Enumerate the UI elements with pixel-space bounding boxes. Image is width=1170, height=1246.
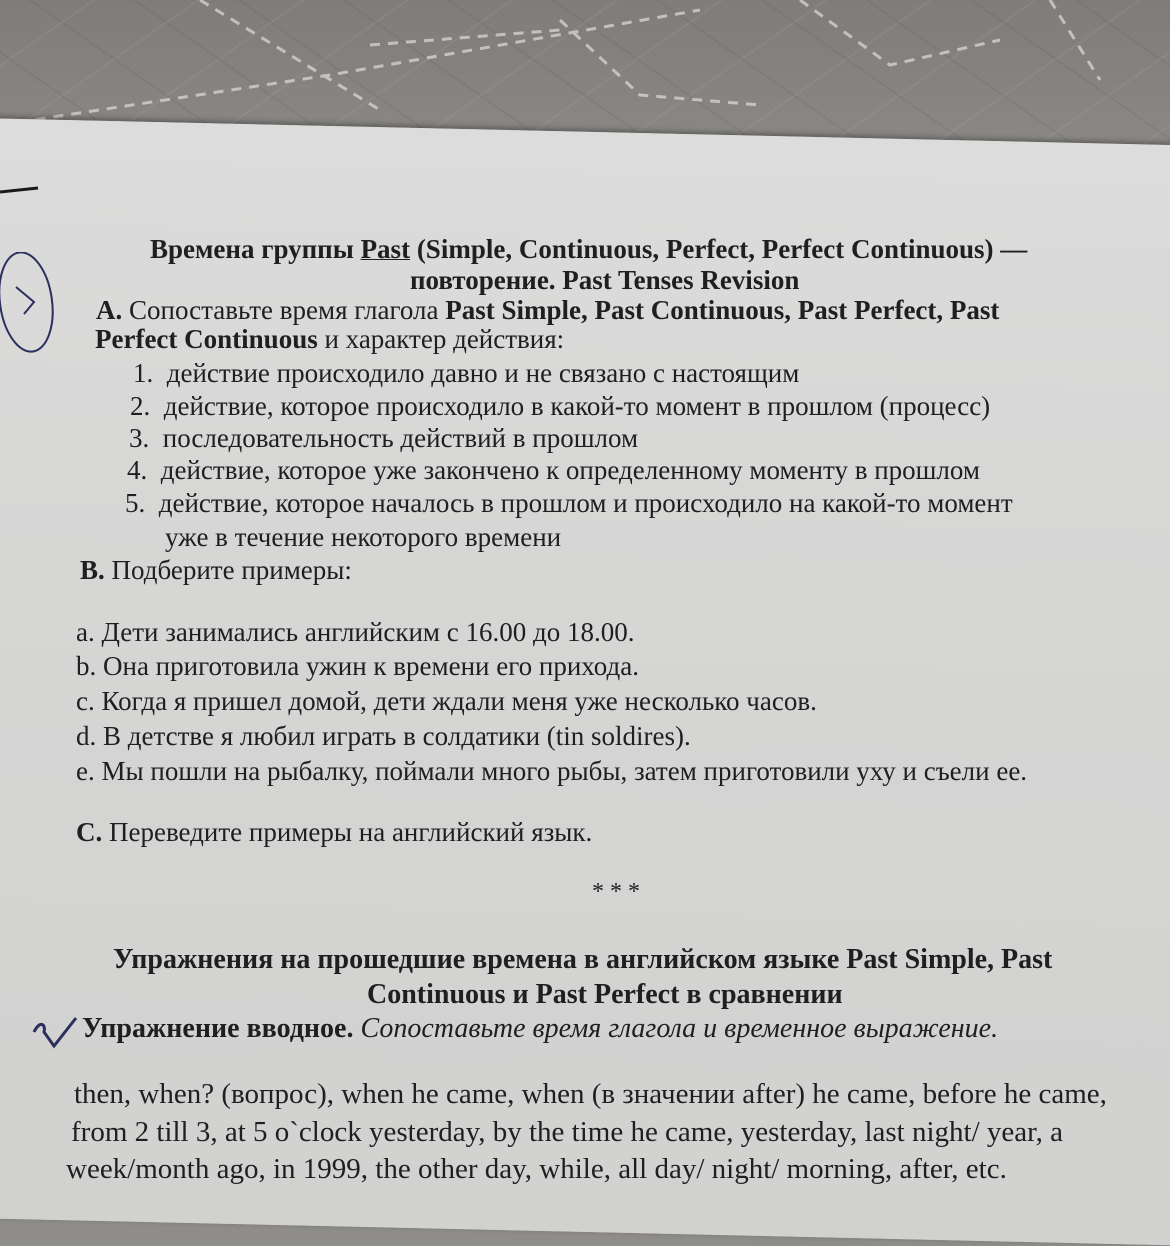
title-line-2: повторение. Past Tenses Revision bbox=[410, 265, 800, 295]
separator-stars: * * * bbox=[592, 879, 640, 905]
section-b-intro: В. Подберите примеры: bbox=[80, 555, 352, 585]
section-a-intro-cont: Perfect Continuous и характер действия: bbox=[95, 324, 565, 354]
list-item: 2. действие, которое происходило в какой-то момент в прошлом (процесс) bbox=[130, 391, 991, 421]
list-item: 5. действие, которое началось в прошлом и происходило на какой-то момент bbox=[125, 488, 1013, 518]
list-item: 3. последовательность действий в прошлом bbox=[129, 423, 639, 453]
list-item: 4. действие, которое уже закончено к определенному моменту в прошлом bbox=[127, 455, 980, 485]
exercise-body-line-3: week/month ago, in 1999, the other day, while, all day/ night/ morning, after, etc. bbox=[66, 1153, 1007, 1185]
example-line: b. Она приготовила ужин к времени его прихода. bbox=[76, 651, 639, 681]
list-item-continuation: уже в течение некоторого времени bbox=[165, 522, 562, 552]
exercises-heading-line-1: Упражнения на прошедшие времена в английском языке Past Simple, Past bbox=[113, 944, 1053, 975]
exercises-heading-line-2: Continuous и Past Perfect в сравнении bbox=[367, 979, 843, 1010]
example-line: a. Дети занимались английским с 16.00 до 18.00. bbox=[76, 617, 635, 647]
circled-one-handwritten-icon bbox=[0, 252, 60, 357]
handwritten-checkmark-icon bbox=[30, 1014, 80, 1050]
section-c-instruction: С. Переведите примеры на английский язык. bbox=[76, 817, 593, 847]
list-item: 1. действие происходило давно и не связано с настоящим bbox=[133, 358, 800, 388]
example-line: c. Когда я пришел домой, дети ждали меня уже несколько часов. bbox=[76, 686, 817, 716]
example-line: d. В детстве я любил играть в солдатики (tin soldires). bbox=[76, 721, 691, 751]
title-line-1: Времена группы Past (Simple, Continuous, Perfect, Perfect Continuous) — bbox=[150, 234, 1028, 264]
pen-line-mark bbox=[0, 180, 50, 200]
section-a-intro: А. Сопоставьте время глагола Past Simple, Past Continuous, Past Perfect, Past bbox=[96, 295, 1000, 325]
example-line: e. Мы пошли на рыбалку, поймали много рыбы, затем приготовили уху и съели ее. bbox=[76, 756, 1028, 786]
exercise-body-line-1: then, when? (вопрос), when he came, when (в значении after) he came, before he came, bbox=[74, 1078, 1107, 1110]
exercise-body-line-2: from 2 till 3, at 5 o`clock yesterday, by the time he came, yesterday, last night/ year, a bbox=[71, 1116, 1064, 1148]
exercise-intro: Упражнение вводное. Сопоставьте время глагола и временное выражение. bbox=[82, 1013, 999, 1044]
